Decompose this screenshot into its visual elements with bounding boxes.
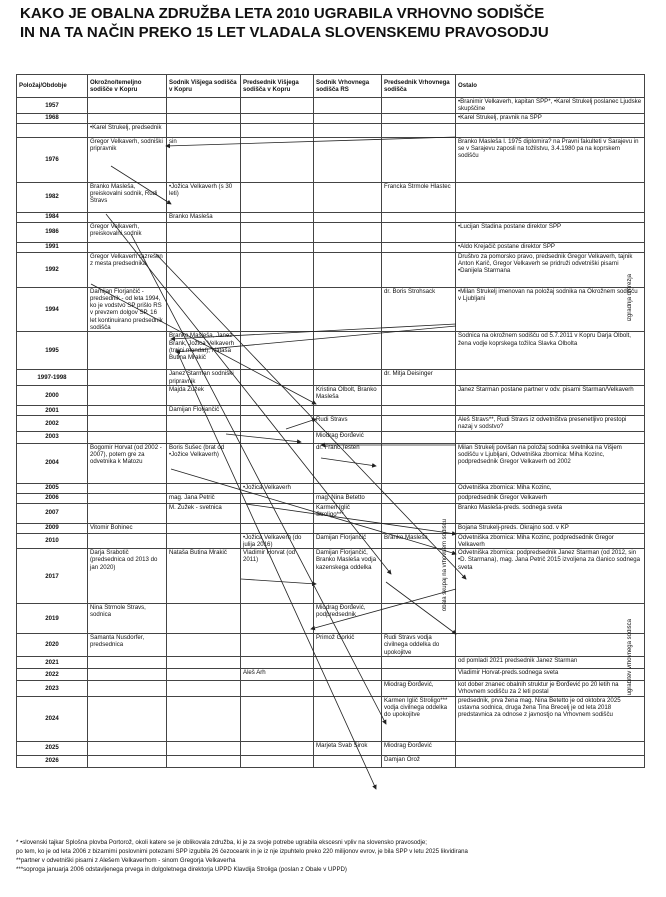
year-cell: 2022 [17,669,88,681]
column-header: Predsednik Vrhovnega sodišča [382,75,456,98]
table-cell: od pomladi 2021 predsednik Janez Starman [456,657,645,669]
table-cell [167,604,241,634]
table-cell: Aleš Arh [241,669,314,681]
table-cell [241,222,314,242]
table-cell: dr. Franc Testen [314,443,382,483]
year-cell: 1957 [17,98,88,114]
table-row [17,137,645,182]
year-cell: 1986 [17,222,88,242]
table-cell: Samanta Nusdorfer, predsednica [88,634,167,657]
year-cell: 2006 [17,493,88,503]
table-cell [167,431,241,443]
table-row [17,533,645,549]
table-cell: Damjan Orož [382,755,456,767]
table-cell [241,523,314,533]
table-row [17,443,645,483]
table-cell [314,669,382,681]
year-cell: 2024 [17,696,88,741]
table-cell [241,415,314,431]
table-cell: •Jožica Velkaverh (s 30 leti) [167,182,241,212]
table-cell [382,123,456,137]
table-cell [456,634,645,657]
year-cell: 2021 [17,657,88,669]
table-cell [314,113,382,123]
year-cell: 2026 [17,755,88,767]
table-cell [167,287,241,332]
table-cell: Damijan Florjančič [314,533,382,549]
table-cell [382,113,456,123]
table-cell: Gregor Velkaverh razrešen z mesta predsednika [88,252,167,287]
table-cell: •Milan Štrukelj imenovan na položaj sodnika na Okrožnem sodišču v Ljubljani [456,287,645,332]
table-cell: podpredsednik Gregor Velkaverh [456,493,645,503]
table-cell: •Lucijan Stadina postane direktor SPP [456,222,645,242]
table-cell [456,212,645,222]
table-cell: Rudi Štravs [314,415,382,431]
table-cell [88,657,167,669]
table-header-row [17,75,645,98]
year-cell: 1991 [17,242,88,252]
table-row [17,385,645,405]
table-cell [88,370,167,386]
table-cell: Aleš Štravs**, Rudi Štravs iz odvetništva presenetljivo prestopi nazaj v sodstvo? [456,415,645,431]
table-cell [241,182,314,212]
table-cell [88,533,167,549]
side-label-middle: obala skupaj na vrhovnem sodišču [442,519,448,612]
table-cell [167,483,241,493]
table-cell: Karmen Iglič Stroligo*** vodja civilnega oddelka do upokojitve [382,696,456,741]
table-cell: dr. Boris Strohsack [382,287,456,332]
table-cell: Bojana Štrukelj-preds. Okrajno sod. v KP [456,523,645,533]
table-cell [456,755,645,767]
table-cell: Gregor Velkaverh, sodniški pripravnik [88,137,167,182]
table-row [17,370,645,386]
table-cell [382,242,456,252]
table-cell [382,431,456,443]
title-line-1: KAKO JE OBALNA ZDRUŽBA LETA 2010 UGRABILA VRHOVNO SODIŠČE [20,5,545,22]
table-cell: Branko Masleša, preiskovalni sodnik, Rudi Štravs [88,182,167,212]
year-cell: 1997-1998 [17,370,88,386]
table-cell: Miodrag Đorđević [314,431,382,443]
table-cell [241,741,314,755]
table-cell: Nina Strmole Štravs, sodnica [88,604,167,634]
table-cell [167,634,241,657]
table-cell: Vladimir Horvat (od 2011) [241,549,314,604]
table-cell: Branko Masleša, Janez Brank, Jožica Velkaverh (trajni mandat), Nataša Butina Mrakič [167,332,241,370]
table-cell: Branko Masleša [382,533,456,549]
table-cell [382,385,456,405]
year-cell: 2009 [17,523,88,533]
table-cell: •Aldo Krejačič postane direktor SPP [456,242,645,252]
table-cell [314,370,382,386]
table-cell [314,657,382,669]
table-cell [456,604,645,634]
footnotes [16,838,646,874]
table-row [17,503,645,523]
table-cell [382,222,456,242]
table-cell [314,252,382,287]
table-cell: Društvo za pomorsko pravo, predsednik Gregor Velkaverh, tajnik Anton Karič, Gregor Velkaverh se pridruži odvetniški pisarni •Danijela Starmana [456,252,645,287]
table-cell: •Karel Štrukelj, pravnik na SPP [456,113,645,123]
table-cell [88,415,167,431]
table-cell: Vladimir Horvat-preds.sodnega sveta [456,669,645,681]
table-row [17,669,645,681]
table-cell [241,681,314,697]
table-cell: Odvetniška zbornica: Miha Kozinc, [456,483,645,493]
table-row [17,493,645,503]
table-row [17,415,645,431]
table-cell: Karmen Iglič Stroligo*** [314,503,382,523]
table-cell: Darja Srabotič (predsednica od 2013 do jan 2020) [88,549,167,604]
year-cell: 2002 [17,415,88,431]
table-cell: Gregor Velkaverh, preiskovalni sodnik [88,222,167,242]
footnote: po tem, ko je od leta 2006 z bizarnimi poslovnimi potezami SPP izgubila 26 čezoceank in je iz nje izpuhtelo preko 220 milijonov evrov, je bila SPP v letu 2025 likvidirana [16,848,468,855]
table-row [17,523,645,533]
column-header: Okrožno/temeljno sodišče v Kopru [88,75,167,98]
year-cell: 2000 [17,385,88,405]
table-cell [314,212,382,222]
table-cell [314,182,382,212]
footnote: **partner v odvetniški pisarni z Alešem Velkaverhom - sinom Gregorja Velkaverha [16,857,236,864]
table-row [17,242,645,252]
table-cell: Janez Starman postane partner v odv. pisarni Starman/Velkaverh [456,385,645,405]
year-cell: 1992 [17,252,88,287]
table-cell [241,443,314,483]
table-cell [167,533,241,549]
table-cell [167,113,241,123]
document-title [20,4,549,42]
table-cell [314,137,382,182]
title-line-2: IN NA TA NAČIN PREKO 15 LET VLADALA SLOVENSKEMU PRAVOSODJU [20,24,549,41]
table-cell: Primož Gorkič [314,634,382,657]
table-row [17,123,645,137]
table-cell: M. Žužek - svetnica [167,503,241,523]
table-cell: predsednik, prva žena mag. Nina Betetto je od oktobra 2025 ustavna sodnica, druga žena Tina Brecelj je od leta 2018 predstavnica za odnose z javnostjo na Vrhovnem sodišču [456,696,645,741]
table-cell: •Branimir Velkaverh, kapitan SPP*, •Karel Štrukelj poslanec Ljudske skupščine [456,98,645,114]
table-row [17,657,645,669]
table-row [17,634,645,657]
table-cell: Odvetniška zbornica: podpredsednik Janez Starman (od 2012, sin •D. Starmana), mag. Jana Petrič 2015 izvoljena za članico sodnega sveta [456,549,645,604]
table-cell [88,696,167,741]
table-cell: Miodrag Đorđević [382,741,456,755]
table-cell [314,696,382,741]
table-cell [88,113,167,123]
table-cell [241,242,314,252]
year-cell: 2019 [17,604,88,634]
table-cell [314,98,382,114]
table-cell: kot dober znanec obalnih struktur je Đorđević po 20 letih na Vrhovnem sodišču za 2 leti postal [456,681,645,697]
table-row [17,549,645,604]
table-cell [382,252,456,287]
table-cell [382,657,456,669]
table-cell [314,405,382,415]
table-cell [314,332,382,370]
table-row [17,696,645,741]
table-cell [241,385,314,405]
year-cell: 2005 [17,483,88,493]
table-cell [167,252,241,287]
table-cell [167,681,241,697]
table-row [17,405,645,415]
table-cell: •Karel Štrukelj, predsednik [88,123,167,137]
table-cell: Janez Starman sodniški pripravnik [167,370,241,386]
table-cell [456,741,645,755]
table-row [17,182,645,212]
table-row [17,741,645,755]
table-cell [241,98,314,114]
table-cell [382,669,456,681]
table-cell [456,405,645,415]
table-cell [167,741,241,755]
table-cell [456,370,645,386]
year-cell: 1982 [17,182,88,212]
table-cell [241,696,314,741]
table-cell: dr. Mitja Deisinger [382,370,456,386]
table-cell [314,681,382,697]
year-cell [17,123,88,137]
table-cell: •Jožica Velkaverh (do julija 2016) [241,533,314,549]
table-cell [167,657,241,669]
table-cell [241,431,314,443]
table-cell: Miodrag Đorđević, [382,681,456,697]
table-cell [382,415,456,431]
table-cell: Damijan Florjančič, Branko Masleša vodja kazenskega oddelka [314,549,382,604]
table-cell [314,222,382,242]
table-cell [88,242,167,252]
table-cell [88,755,167,767]
year-cell: 1976 [17,137,88,182]
year-cell: 2003 [17,431,88,443]
table-cell: mag. Nina Betetto [314,493,382,503]
table-row [17,98,645,114]
table-cell [88,431,167,443]
column-header: Predsednik Višjega sodišča v Kopru [241,75,314,98]
table-row [17,604,645,634]
table-cell [88,681,167,697]
timeline-table-container [16,74,644,824]
table-cell [456,123,645,137]
table-cell [241,332,314,370]
table-row [17,212,645,222]
table-cell [314,123,382,137]
table-cell [382,212,456,222]
table-cell [241,604,314,634]
table-cell: mag. Jana Petrič [167,493,241,503]
footnote: * •slovenski tajkar Splošna plovba Portorož, okoli katere se je oblikovala združba, ki je za svoje potrebe ugrabila ekscesni vpliv na slovensko pravosodje; [16,839,427,846]
table-cell [88,483,167,493]
table-row [17,755,645,767]
table-row [17,332,645,370]
table-cell [241,755,314,767]
year-cell: 2010 [17,533,88,549]
table-cell [314,483,382,493]
table-cell [382,405,456,415]
table-cell [241,113,314,123]
table-cell: Kristina Olbolt, Branko Masleša [314,385,382,405]
year-cell: 1968 [17,113,88,123]
table-cell [314,242,382,252]
table-row [17,483,645,493]
table-cell [241,252,314,287]
table-cell [382,332,456,370]
table-row [17,287,645,332]
year-cell: 2007 [17,503,88,523]
table-cell: Miodrag Đorđević, podpredsednik [314,604,382,634]
table-cell [88,332,167,370]
table-cell [167,696,241,741]
table-cell [382,483,456,493]
table-cell: Vitomir Bohinec [88,523,167,533]
year-cell: 2025 [17,741,88,755]
table-cell: Bogomir Horvat (od 2002 - 2007), potem gre za odvetnika k Matozu [88,443,167,483]
table-cell [241,123,314,137]
table-cell [167,123,241,137]
table-cell [88,98,167,114]
table-cell [167,755,241,767]
table-cell [88,669,167,681]
table-cell: Boris Šušec (brat od •Jožice Velkaverh) [167,443,241,483]
table-cell [241,634,314,657]
table-cell [314,287,382,332]
year-cell: 2004 [17,443,88,483]
table-cell [88,212,167,222]
table-cell [382,443,456,483]
table-row [17,681,645,697]
table-cell [88,493,167,503]
column-header: Sodnik Višjega sodišča v Kopru [167,75,241,98]
table-cell [241,212,314,222]
table-cell [314,523,382,533]
table-cell [167,415,241,431]
table-cell [456,182,645,212]
table-cell: Branko Masleša [167,212,241,222]
year-cell: 2017 [17,549,88,604]
table-row [17,222,645,242]
table-cell [167,222,241,242]
column-header: Sodnik Vrhovnega sodišča RS [314,75,382,98]
column-header: Položaj/Obdobje [17,75,88,98]
table-row [17,252,645,287]
table-cell: Sodnica na okrožnem sodišču od 5.7.2011 v Kopru Darja Olbolt, žena vodje koprskega tožilca Slavka Olbolta [456,332,645,370]
table-cell [88,385,167,405]
table-cell [88,503,167,523]
year-cell: 2001 [17,405,88,415]
table-cell [167,98,241,114]
table-cell: sin [167,137,241,182]
side-label-bottom: ugrabitev vrhovnega sodišča [627,619,633,696]
table-cell: Odvetniška zbornica: Miha Kozinc, podpredsednik Gregor Velkaverh [456,533,645,549]
table-cell [167,242,241,252]
timeline-table [16,74,645,768]
table-cell [456,431,645,443]
table-row [17,431,645,443]
year-cell: 2023 [17,681,88,697]
table-cell [88,405,167,415]
table-cell [241,503,314,523]
year-cell: 1994 [17,287,88,332]
table-cell [88,741,167,755]
table-cell [167,523,241,533]
year-cell: 2020 [17,634,88,657]
table-cell [241,137,314,182]
table-cell: Francka Strmole Hlastec [382,182,456,212]
table-cell [241,657,314,669]
table-cell [241,405,314,415]
footnote: ***soproga januarja 2006 odstavljenega prvega in dolgoletnega direktorja UPPD Klavdija Stroliga (poslan z Obale v UPPD) [16,866,347,873]
table-cell [314,755,382,767]
column-header: Ostalo [456,75,645,98]
table-cell: Rudi Štravs vodja civilnega oddelka do upokojitve [382,634,456,657]
table-cell: Branko Masleša l. 1975 diplomira? na Pravni fakulteti v Sarajevu in se v Sarajevu zaposli na tožilstvu, 3.4.1980 pa na koprskem sodišču [456,137,645,182]
table-row [17,113,645,123]
year-cell: 1984 [17,212,88,222]
table-cell: •Jožica Velkaverh [241,483,314,493]
year-cell: 1995 [17,332,88,370]
table-cell [382,98,456,114]
table-cell [241,370,314,386]
table-cell: Damijan Florjančič [167,405,241,415]
table-cell: Milan Štrukelj povišan na položaj sodnika svetnika na Višjem sodišču v Ljubljani, Odvetniška zbornica: Miha Kozinc, podpredsednik Gregor Velkaverh od 2002 [456,443,645,483]
table-cell: Nataša Butina Mrakič [167,549,241,604]
table-cell: Marjeta Švab Širok [314,741,382,755]
table-cell [241,493,314,503]
table-cell [382,137,456,182]
table-cell [167,669,241,681]
table-cell: Majda Žužek [167,385,241,405]
table-cell [241,287,314,332]
table-cell: Branko Masleša-preds. sodnega sveta [456,503,645,523]
side-label-top: izgradnja omrežja [627,274,633,322]
table-cell: Damijan Florjančič - predsednik - od leta 1994, ko je vodstvo SP prišlo RS v prevzem dolgov SP, 16 let kontinuirano predsednik sodišča [88,287,167,332]
table-cell [382,493,456,503]
